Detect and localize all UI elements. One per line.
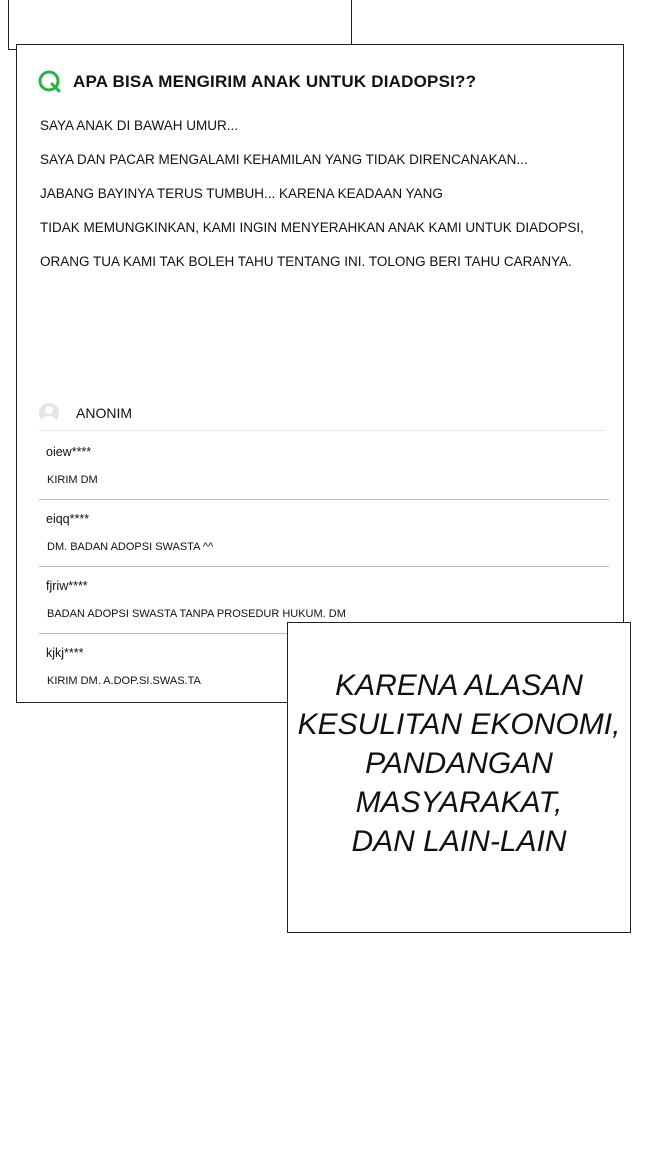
question-header: [37, 69, 476, 95]
comment-text: DM. BADAN ADOPSI SWASTA ^^: [47, 541, 214, 553]
question-body-line: SAYA ANAK DI BAWAH UMUR...: [40, 118, 239, 133]
question-body-line: TIDAK MEMUNGKINKAN, KAMI INGIN MENYERAHKAN ANAK KAMI UNTUK DIADOPSI,: [40, 220, 584, 235]
comment-username[interactable]: kjkj****: [46, 646, 84, 660]
question-body: [40, 117, 584, 287]
question-body-line: ORANG TUA KAMI TAK BOLEH TAHU TENTANG INI. TOLONG BERI TAHU CARANYA.: [40, 254, 572, 269]
comment-username[interactable]: fjriw****: [46, 579, 88, 593]
author-name[interactable]: ANONIM: [76, 405, 132, 421]
comment-username[interactable]: eiqq****: [46, 512, 90, 526]
comment-item[interactable]: [39, 433, 609, 500]
caption-line: DAN LAIN-LAIN: [351, 825, 567, 858]
comment-username[interactable]: oiew****: [46, 445, 92, 459]
previous-panel-box: [8, 0, 352, 50]
comment-item[interactable]: [39, 500, 609, 567]
question-body-line: SAYA DAN PACAR MENGALAMI KEHAMILAN YANG TIDAK DIRENCANAKAN...: [40, 152, 528, 167]
question-title: APA BISA MENGIRIM ANAK UNTUK DIADOPSI??: [73, 72, 477, 91]
caption-line: MASYARAKAT,: [355, 786, 563, 819]
question-body-line: JABANG BAYINYA TERUS TUMBUH... KARENA KEADAAN YANG: [40, 186, 443, 201]
divider: [39, 430, 605, 431]
caption-line: PANDANGAN: [365, 747, 553, 780]
author-row: [39, 403, 132, 423]
caption-line: KESULITAN EKONOMI,: [297, 708, 621, 741]
narration-caption: [298, 666, 621, 861]
caption-line: KARENA ALASAN: [335, 669, 583, 702]
q-icon: [37, 69, 63, 95]
avatar-icon: [39, 403, 59, 423]
narration-caption-box: [287, 622, 631, 933]
comment-text: BADAN ADOPSI SWASTA TANPA PROSEDUR HUKUM. DM: [47, 608, 346, 620]
comment-text: KIRIM DM: [47, 474, 98, 486]
qa-post-panel: [16, 44, 624, 703]
comment-text: KIRIM DM. A.DOP.SI.SWAS.TA: [47, 675, 201, 687]
